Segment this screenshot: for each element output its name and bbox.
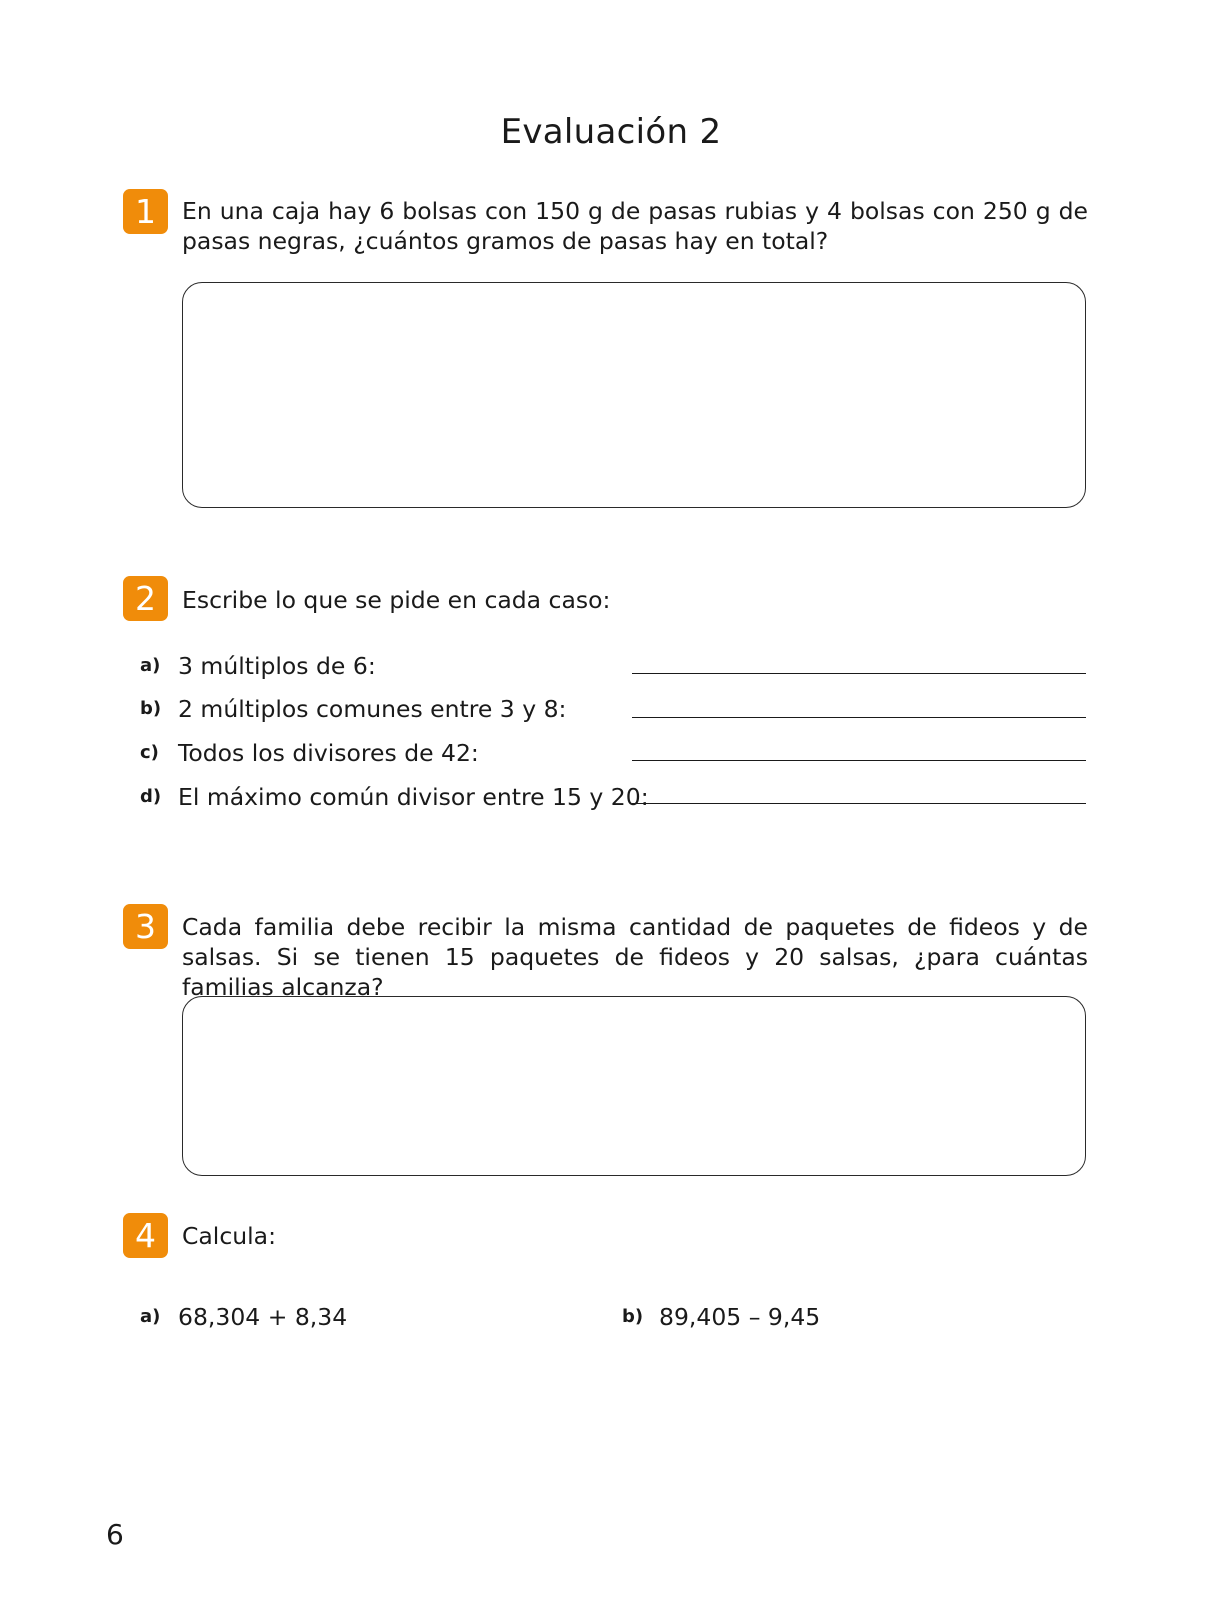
item-text: 2 múltiplos comunes entre 3 y 8: (178, 695, 567, 723)
item-letter: b) (140, 698, 162, 719)
item-text: 68,304 + 8,34 (178, 1303, 348, 1331)
question-number-badge: 3 (123, 904, 168, 949)
question-text: Calcula: (182, 1222, 276, 1250)
item-letter: a) (140, 1306, 161, 1327)
item-text: 3 múltiplos de 6: (178, 652, 376, 680)
question-number-badge: 2 (123, 576, 168, 621)
question-text: En una caja hay 6 bolsas con 150 g de pasas rubias y 4 bolsas con 250 g de pasas negras, ¿cuántos gramos de pasas hay en total? (182, 197, 1088, 255)
answer-line[interactable] (632, 717, 1086, 718)
answer-line[interactable] (632, 803, 1086, 804)
item-letter: b) (622, 1306, 644, 1327)
item-letter: a) (140, 655, 161, 676)
question-text: Cada familia debe recibir la misma cantidad de paquetes de fideos y de salsas. Si se tienen 15 paquetes de fideos y 20 salsas, ¿para cuántas familias alcanza? (182, 913, 1088, 1001)
question-number-badge: 4 (123, 1213, 168, 1258)
item-text: Todos los divisores de 42: (178, 739, 479, 767)
page-number: 6 (106, 1518, 124, 1551)
item-letter: d) (140, 786, 162, 807)
answer-box[interactable] (182, 996, 1086, 1176)
item-text: 89,405 – 9,45 (659, 1303, 821, 1331)
item-letter: c) (140, 742, 159, 763)
item-text: El máximo común divisor entre 15 y 20: (178, 783, 649, 811)
answer-line[interactable] (632, 673, 1086, 674)
answer-line[interactable] (632, 760, 1086, 761)
page-title: Evaluación 2 (500, 112, 722, 152)
question-text: Escribe lo que se pide en cada caso: (182, 586, 611, 614)
answer-box[interactable] (182, 282, 1086, 508)
question-number-badge: 1 (123, 189, 168, 234)
